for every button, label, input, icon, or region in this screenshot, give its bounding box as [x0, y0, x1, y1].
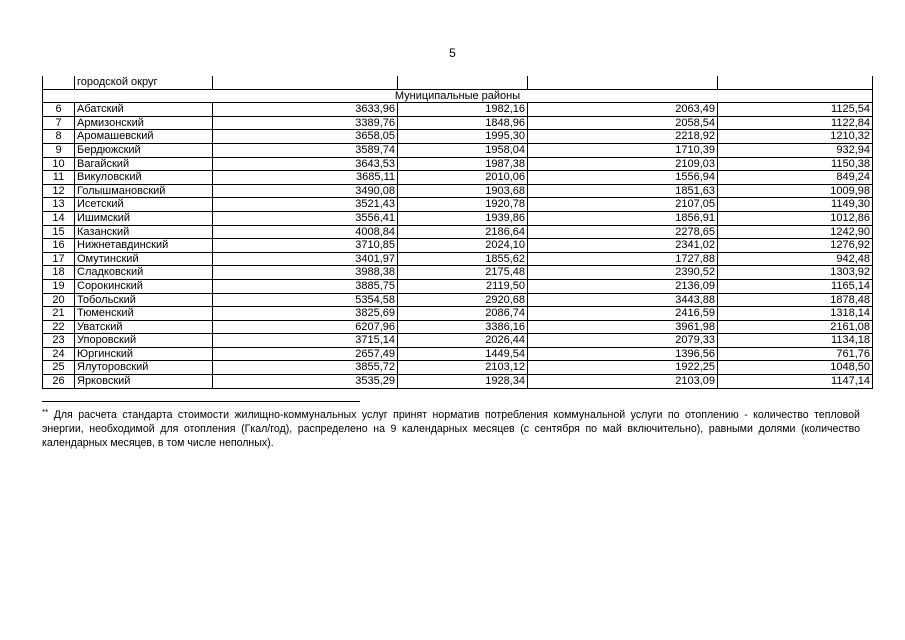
value-cell: 1556,94: [528, 171, 718, 185]
table-row: [43, 279, 873, 293]
value-cell: 3401,97: [213, 252, 398, 266]
value-cell: [398, 76, 528, 89]
value-cell: 3443,88: [528, 293, 718, 307]
row-number: 8: [43, 130, 75, 144]
value-cell: 2026,44: [398, 334, 528, 348]
value-cell: 1318,14: [718, 307, 873, 321]
table-row: [43, 334, 873, 348]
district-name: Ярковский: [75, 375, 213, 389]
district-name: Упоровский: [75, 334, 213, 348]
value-cell: 1149,30: [718, 198, 873, 212]
district-name: городской округ: [75, 76, 213, 89]
value-cell: 1150,38: [718, 157, 873, 171]
value-cell: 2010,06: [398, 171, 528, 185]
table-row: [43, 103, 873, 117]
value-cell: 2079,33: [528, 334, 718, 348]
value-cell: 3643,53: [213, 157, 398, 171]
table-row: [43, 320, 873, 334]
value-cell: 2058,54: [528, 116, 718, 130]
section-header-row: [43, 89, 873, 103]
value-cell: 2657,49: [213, 347, 398, 361]
carryover-row: [43, 76, 873, 89]
value-cell: 5354,58: [213, 293, 398, 307]
district-name: Уватский: [75, 320, 213, 334]
value-cell: 2390,52: [528, 266, 718, 280]
value-cell: 3961,98: [528, 320, 718, 334]
row-number: 12: [43, 184, 75, 198]
value-cell: 3825,69: [213, 307, 398, 321]
district-name: Абатский: [75, 103, 213, 117]
value-cell: 3633,96: [213, 103, 398, 117]
value-cell: 2024,10: [398, 239, 528, 253]
value-cell: 3389,76: [213, 116, 398, 130]
value-cell: 3988,38: [213, 266, 398, 280]
table-row: [43, 225, 873, 239]
value-cell: 1012,86: [718, 211, 873, 225]
value-cell: 1396,56: [528, 347, 718, 361]
row-number: [43, 76, 75, 89]
row-number: 11: [43, 171, 75, 185]
district-name: Казанский: [75, 225, 213, 239]
table-row: [43, 130, 873, 144]
tariff-table: [42, 76, 873, 389]
value-cell: 1710,39: [528, 143, 718, 157]
district-name: Тюменский: [75, 307, 213, 321]
row-number: 15: [43, 225, 75, 239]
row-number: 25: [43, 361, 75, 375]
value-cell: 1134,18: [718, 334, 873, 348]
value-cell: 2920,68: [398, 293, 528, 307]
row-number: 14: [43, 211, 75, 225]
value-cell: 3386,16: [398, 320, 528, 334]
district-name: Тобольский: [75, 293, 213, 307]
table-row: [43, 239, 873, 253]
value-cell: 2086,74: [398, 307, 528, 321]
district-name: Исетский: [75, 198, 213, 212]
value-cell: 2341,02: [528, 239, 718, 253]
row-number: 18: [43, 266, 75, 280]
value-cell: [528, 76, 718, 89]
row-number: 9: [43, 143, 75, 157]
table-row: [43, 347, 873, 361]
value-cell: [213, 76, 398, 89]
row-number: 22: [43, 320, 75, 334]
table-row: [43, 211, 873, 225]
footnote-marker: **: [42, 408, 49, 417]
district-name: Вагайский: [75, 157, 213, 171]
row-number: 7: [43, 116, 75, 130]
value-cell: 1928,34: [398, 375, 528, 389]
district-name: Сорокинский: [75, 279, 213, 293]
value-cell: 3490,08: [213, 184, 398, 198]
value-cell: 1276,92: [718, 239, 873, 253]
value-cell: 2161,08: [718, 320, 873, 334]
table-row: [43, 143, 873, 157]
table-row: [43, 266, 873, 280]
value-cell: 1856,91: [528, 211, 718, 225]
value-cell: 1009,98: [718, 184, 873, 198]
value-cell: 1147,14: [718, 375, 873, 389]
value-cell: 1165,14: [718, 279, 873, 293]
value-cell: 3556,41: [213, 211, 398, 225]
footnote-text: Для расчета стандарта стоимости жилищно-коммунальных услуг принят норматив потребления коммунальной услуги по отоплению - количество тепловой энергии, необходимой для отопления (Гкал/год), распределено на 9 календарных месяцев (с сентября по май включительно), равными долями (количество календарных месяцев, в том числе неполных).: [42, 409, 860, 449]
row-number: 21: [43, 307, 75, 321]
page-number: 5: [449, 46, 456, 60]
value-cell: 1303,92: [718, 266, 873, 280]
value-cell: 2416,59: [528, 307, 718, 321]
value-cell: 1878,48: [718, 293, 873, 307]
value-cell: 1922,25: [528, 361, 718, 375]
value-cell: 3715,14: [213, 334, 398, 348]
value-cell: [718, 76, 873, 89]
table-row: [43, 198, 873, 212]
value-cell: 4008,84: [213, 225, 398, 239]
value-cell: 3589,74: [213, 143, 398, 157]
district-name: Омутинский: [75, 252, 213, 266]
value-cell: 1125,54: [718, 103, 873, 117]
value-cell: 2103,09: [528, 375, 718, 389]
value-cell: 2103,12: [398, 361, 528, 375]
value-cell: 3885,75: [213, 279, 398, 293]
value-cell: 1987,38: [398, 157, 528, 171]
row-number: 26: [43, 375, 75, 389]
value-cell: 2109,03: [528, 157, 718, 171]
row-number: 13: [43, 198, 75, 212]
table-row: [43, 361, 873, 375]
table-row: [43, 293, 873, 307]
district-name: Армизонский: [75, 116, 213, 130]
value-cell: 942,48: [718, 252, 873, 266]
value-cell: 1920,78: [398, 198, 528, 212]
row-number: 6: [43, 103, 75, 117]
district-name: Нижнетавдинский: [75, 239, 213, 253]
table-row: [43, 157, 873, 171]
value-cell: 3710,85: [213, 239, 398, 253]
value-cell: 2175,48: [398, 266, 528, 280]
value-cell: 3521,43: [213, 198, 398, 212]
district-name: Викуловский: [75, 171, 213, 185]
row-number: 20: [43, 293, 75, 307]
value-cell: 1939,86: [398, 211, 528, 225]
row-number: 10: [43, 157, 75, 171]
value-cell: 849,24: [718, 171, 873, 185]
value-cell: 1982,16: [398, 103, 528, 117]
table-row: [43, 307, 873, 321]
value-cell: 3658,05: [213, 130, 398, 144]
value-cell: 2278,65: [528, 225, 718, 239]
district-name: Бердюжский: [75, 143, 213, 157]
value-cell: 2119,50: [398, 279, 528, 293]
section-title: Муниципальные районы: [43, 89, 873, 103]
table-row: [43, 184, 873, 198]
value-cell: 2186,64: [398, 225, 528, 239]
value-cell: 1242,90: [718, 225, 873, 239]
footnote: [42, 408, 860, 450]
value-cell: 932,94: [718, 143, 873, 157]
value-cell: 1122,84: [718, 116, 873, 130]
value-cell: 1449,54: [398, 347, 528, 361]
value-cell: 1903,68: [398, 184, 528, 198]
district-name: Ялуторовский: [75, 361, 213, 375]
row-number: 16: [43, 239, 75, 253]
footnote-divider: [42, 401, 360, 402]
district-name: Юргинский: [75, 347, 213, 361]
row-number: 24: [43, 347, 75, 361]
value-cell: 1210,32: [718, 130, 873, 144]
value-cell: 1995,30: [398, 130, 528, 144]
table-row: [43, 116, 873, 130]
district-name: Ишимский: [75, 211, 213, 225]
value-cell: 1848,96: [398, 116, 528, 130]
table-row: [43, 375, 873, 389]
value-cell: 6207,96: [213, 320, 398, 334]
value-cell: 1958,04: [398, 143, 528, 157]
value-cell: 3855,72: [213, 361, 398, 375]
value-cell: 1048,50: [718, 361, 873, 375]
value-cell: 1855,62: [398, 252, 528, 266]
value-cell: 1851,63: [528, 184, 718, 198]
value-cell: 2107,05: [528, 198, 718, 212]
row-number: 19: [43, 279, 75, 293]
value-cell: 1727,88: [528, 252, 718, 266]
value-cell: 2218,92: [528, 130, 718, 144]
row-number: 23: [43, 334, 75, 348]
value-cell: 3535,29: [213, 375, 398, 389]
table-row: [43, 171, 873, 185]
value-cell: 761,76: [718, 347, 873, 361]
value-cell: 3685,11: [213, 171, 398, 185]
district-name: Сладковский: [75, 266, 213, 280]
value-cell: 2136,09: [528, 279, 718, 293]
district-name: Аромашевский: [75, 130, 213, 144]
district-name: Голышмановский: [75, 184, 213, 198]
table-row: [43, 252, 873, 266]
row-number: 17: [43, 252, 75, 266]
value-cell: 2063,49: [528, 103, 718, 117]
